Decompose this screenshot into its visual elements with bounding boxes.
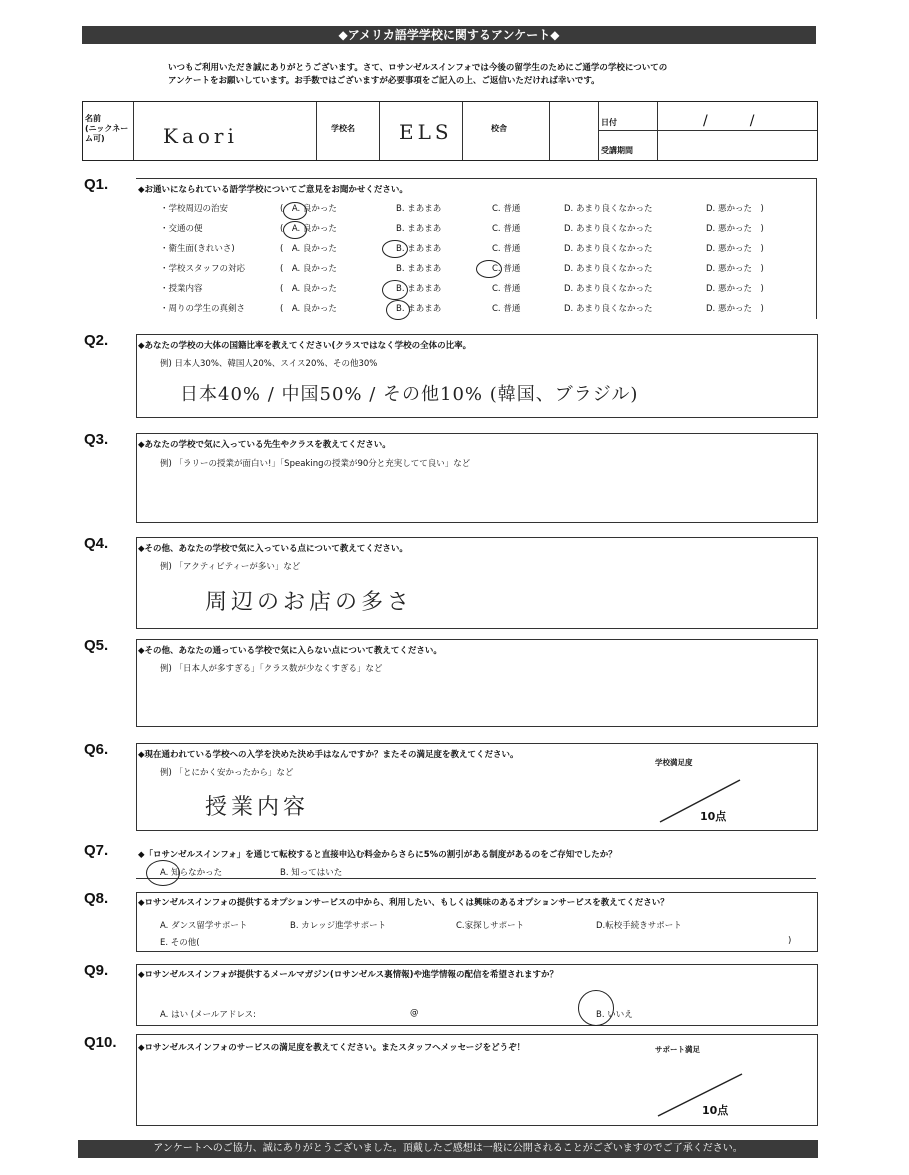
q1-row [160, 279, 800, 299]
q6-text: ◆現在通われている学校への入学を決めた決め手はなんですか？またその満足度を教えてください。 [138, 750, 519, 760]
q6-satisfaction-label: 学校満足度 [655, 758, 693, 767]
q9-option-a[interactable]: A. はい (メールアドレス: [160, 1010, 257, 1020]
q8-option-a[interactable]: A. ダンス留学サポート [160, 921, 248, 931]
q1-row-label: ・周りの学生の真剣さ [160, 304, 246, 314]
q8-number: Q8. [84, 890, 109, 907]
q4-answer[interactable]: 周辺のお店の多さ [205, 590, 414, 615]
intro-line-1: いつもご利用いただき誠にありがとうございます。さて、ロサンゼルスインフォでは今後の留学生のためにご通学の学校についての [168, 63, 668, 73]
q1-option-a[interactable]: ( A. 良かった [280, 284, 337, 294]
q6-answer[interactable]: 授業内容 [205, 795, 310, 820]
q1-row [160, 199, 800, 219]
header-table [82, 101, 818, 161]
q1-row [160, 219, 800, 239]
q1-row-label: ・学校スタッフの対応 [160, 264, 246, 274]
q5-example: 例) 「日本人が多すぎる」「クラス数が少なくすぎる」など [160, 664, 383, 674]
q9-answer-circle [578, 990, 614, 1026]
q7-option-a[interactable]: A. 知らなかった [160, 868, 223, 878]
q1-answer-circle [476, 260, 502, 278]
q1-answer-circle [386, 300, 410, 320]
q8-text: ◆ロサンゼルスインフォの提供するオプションサービスの中から、利用したい、もしくは興味のあるオプションサービスを教えてください？ [138, 898, 669, 908]
q1-text: ◆お通いになられている語学学校についてご意見をお聞かせください。 [138, 185, 408, 195]
q1-option-c[interactable]: C. 普通 [492, 284, 521, 294]
q10-message-area[interactable] [160, 1060, 640, 1118]
q1-option-c[interactable]: C. 普通 [492, 304, 521, 314]
q1-option-e[interactable]: D. 悪かった ) [706, 204, 764, 214]
q1-option-d[interactable]: D. あまり良くなかった [564, 224, 653, 234]
q9-at-sign: @ [410, 1008, 419, 1018]
campus-label: 校舎 [491, 124, 507, 133]
q1-option-d[interactable]: D. あまり良くなかった [564, 244, 653, 254]
q1-answer-circle [283, 202, 307, 220]
q7-option-b[interactable]: B. 知ってはいた [280, 868, 343, 878]
q1-answer-circle [382, 240, 408, 258]
q1-row-label: ・交通の便 [160, 224, 203, 234]
q1-option-b[interactable]: B. まあまあ [396, 264, 442, 274]
q9-text: ◆ロサンゼルスインフォが提供するメールマガジン(ロサンゼルス裏情報)や進学情報の配信を希望されますか？ [138, 970, 558, 980]
q1-option-a[interactable]: ( A. 良かった [280, 244, 337, 254]
q6-score[interactable]: 10点 [700, 810, 727, 823]
q2-example: 例) 日本人30%、韓国人20%、スイス20%、その他30% [160, 359, 378, 369]
school-label: 学校名 [331, 124, 355, 133]
q9-number: Q9. [84, 962, 109, 979]
q1-option-d[interactable]: D. あまり良くなかった [564, 284, 653, 294]
q1-row [160, 299, 800, 319]
period-label: 受講期間 [601, 146, 633, 155]
q1-option-b[interactable]: B. まあまあ [396, 304, 442, 314]
q8-close-paren: ) [788, 936, 792, 946]
q1-option-e[interactable]: D. 悪かった ) [706, 264, 764, 274]
q4-number: Q4. [84, 535, 109, 552]
q1-option-a[interactable]: ( A. 良かった [280, 224, 337, 234]
q1-answer-circle [382, 280, 408, 300]
q4-example: 例) 「アクティビティーが多い」など [160, 562, 301, 572]
q10-slash-line [650, 1068, 750, 1120]
q1-answer-circle [283, 221, 307, 239]
q1-option-d[interactable]: D. あまり良くなかった [564, 264, 653, 274]
q8-option-c[interactable]: C.家探しサポート [456, 921, 525, 931]
q5-answer-area[interactable] [160, 678, 800, 720]
q6-number: Q6. [84, 741, 109, 758]
q10-score[interactable]: 10点 [702, 1104, 729, 1117]
q2-text: ◆あなたの学校の大体の国籍比率を教えてください(クラスではなく学校の全体の比率。 [138, 341, 472, 351]
q1-option-d[interactable]: D. あまり良くなかった [564, 304, 653, 314]
q1-option-b[interactable]: B. まあまあ [396, 204, 442, 214]
q1-option-a[interactable]: ( A. 良かった [280, 264, 337, 274]
q1-number: Q1. [84, 176, 109, 193]
q1-row [160, 239, 800, 259]
name-label: 名前 (ニックネー ム可) [85, 114, 129, 143]
q1-option-a[interactable]: ( A. 良かった [280, 204, 337, 214]
q1-option-c[interactable]: C. 普通 [492, 224, 521, 234]
q7-underline [136, 878, 816, 879]
q1-option-c[interactable]: C. 普通 [492, 204, 521, 214]
date-label: 日付 [601, 118, 617, 127]
q7-number: Q7. [84, 842, 109, 859]
campus-field[interactable] [550, 103, 597, 158]
q1-option-c[interactable]: C. 普通 [492, 264, 521, 274]
q6-example: 例) 「とにかく安かったから」など [160, 768, 294, 778]
q1-option-e[interactable]: D. 悪かった ) [706, 224, 764, 234]
survey-title-bar [82, 26, 816, 44]
date-field[interactable]: / / [703, 113, 755, 129]
q4-text: ◆その他、あなたの学校で気に入っている点について教えてください。 [138, 544, 408, 554]
q9-option-b[interactable]: B. いいえ [596, 1010, 633, 1020]
q1-option-d[interactable]: D. あまり良くなかった [564, 204, 653, 214]
q5-number: Q5. [84, 637, 109, 654]
q8-option-b[interactable]: B. カレッジ進学サポート [290, 921, 387, 931]
q8-option-d[interactable]: D.転校手続きサポート [596, 921, 682, 931]
q1-option-c[interactable]: C. 普通 [492, 244, 521, 254]
period-field[interactable] [658, 131, 816, 159]
school-field[interactable]: ELS [399, 120, 453, 144]
q1-option-e[interactable]: D. 悪かった ) [706, 304, 764, 314]
q3-number: Q3. [84, 431, 109, 448]
name-field[interactable]: Kaori [163, 124, 238, 148]
q1-option-e[interactable]: D. 悪かった ) [706, 284, 764, 294]
q1-row-label: ・授業内容 [160, 284, 203, 294]
q1-option-e[interactable]: D. 悪かった ) [706, 244, 764, 254]
q2-number: Q2. [84, 332, 109, 349]
q5-text: ◆その他、あなたの通っている学校で気に入らない点について教えてください。 [138, 646, 442, 656]
q1-option-b[interactable]: B. まあまあ [396, 224, 442, 234]
q2-answer[interactable]: 日本40% / 中国50% / その他10% (韓国、ブラジル) [180, 384, 639, 405]
q3-text: ◆あなたの学校で気に入っている先生やクラスを教えてください。 [138, 440, 391, 450]
q10-satisfaction-label: サポート満足 [655, 1045, 700, 1054]
q1-row-label: ・学校周辺の治安 [160, 204, 229, 214]
q7-answer-circle [146, 860, 180, 886]
q3-example: 例) 「ラリーの授業が面白い!」「Speakingの授業が90分と充実してて良い」など [160, 459, 471, 469]
intro-line-2: アンケートをお願いしています。お手数ではございますが必要事項をご記入の上、ご返信いただければ幸いです。 [168, 76, 600, 86]
q1-option-b[interactable]: B. まあまあ [396, 284, 442, 294]
q10-number: Q10. [84, 1034, 117, 1051]
q10-text: ◆ロサンゼルスインフォのサービスの満足度を教えてください。またスタッフへメッセージをどうぞ！ [138, 1043, 526, 1053]
q1-row-label: ・衛生面(きれいさ) [160, 244, 235, 254]
q3-answer-area[interactable] [160, 474, 800, 516]
intro-text [168, 62, 788, 88]
survey-title: ◆アメリカ語学学校に関するアンケート◆ [338, 28, 560, 42]
q1-rows [160, 199, 800, 319]
q8-option-e[interactable]: E. その他( [160, 938, 200, 948]
footer-text: アンケートへのご協力、誠にありがとうございました。頂戴したご感想は一般に公開されることがございますのでご了承ください。 [153, 1143, 743, 1154]
q1-option-b[interactable]: B. まあまあ [396, 244, 442, 254]
q7-text: ◆「ロサンゼルスインフォ」を通じて転校すると直接申込む料金からさらに5%の割引がある制度があるのをご存知でしたか？ [138, 850, 617, 860]
q1-option-a[interactable]: ( A. 良かった [280, 304, 337, 314]
footer-bar [78, 1140, 818, 1158]
